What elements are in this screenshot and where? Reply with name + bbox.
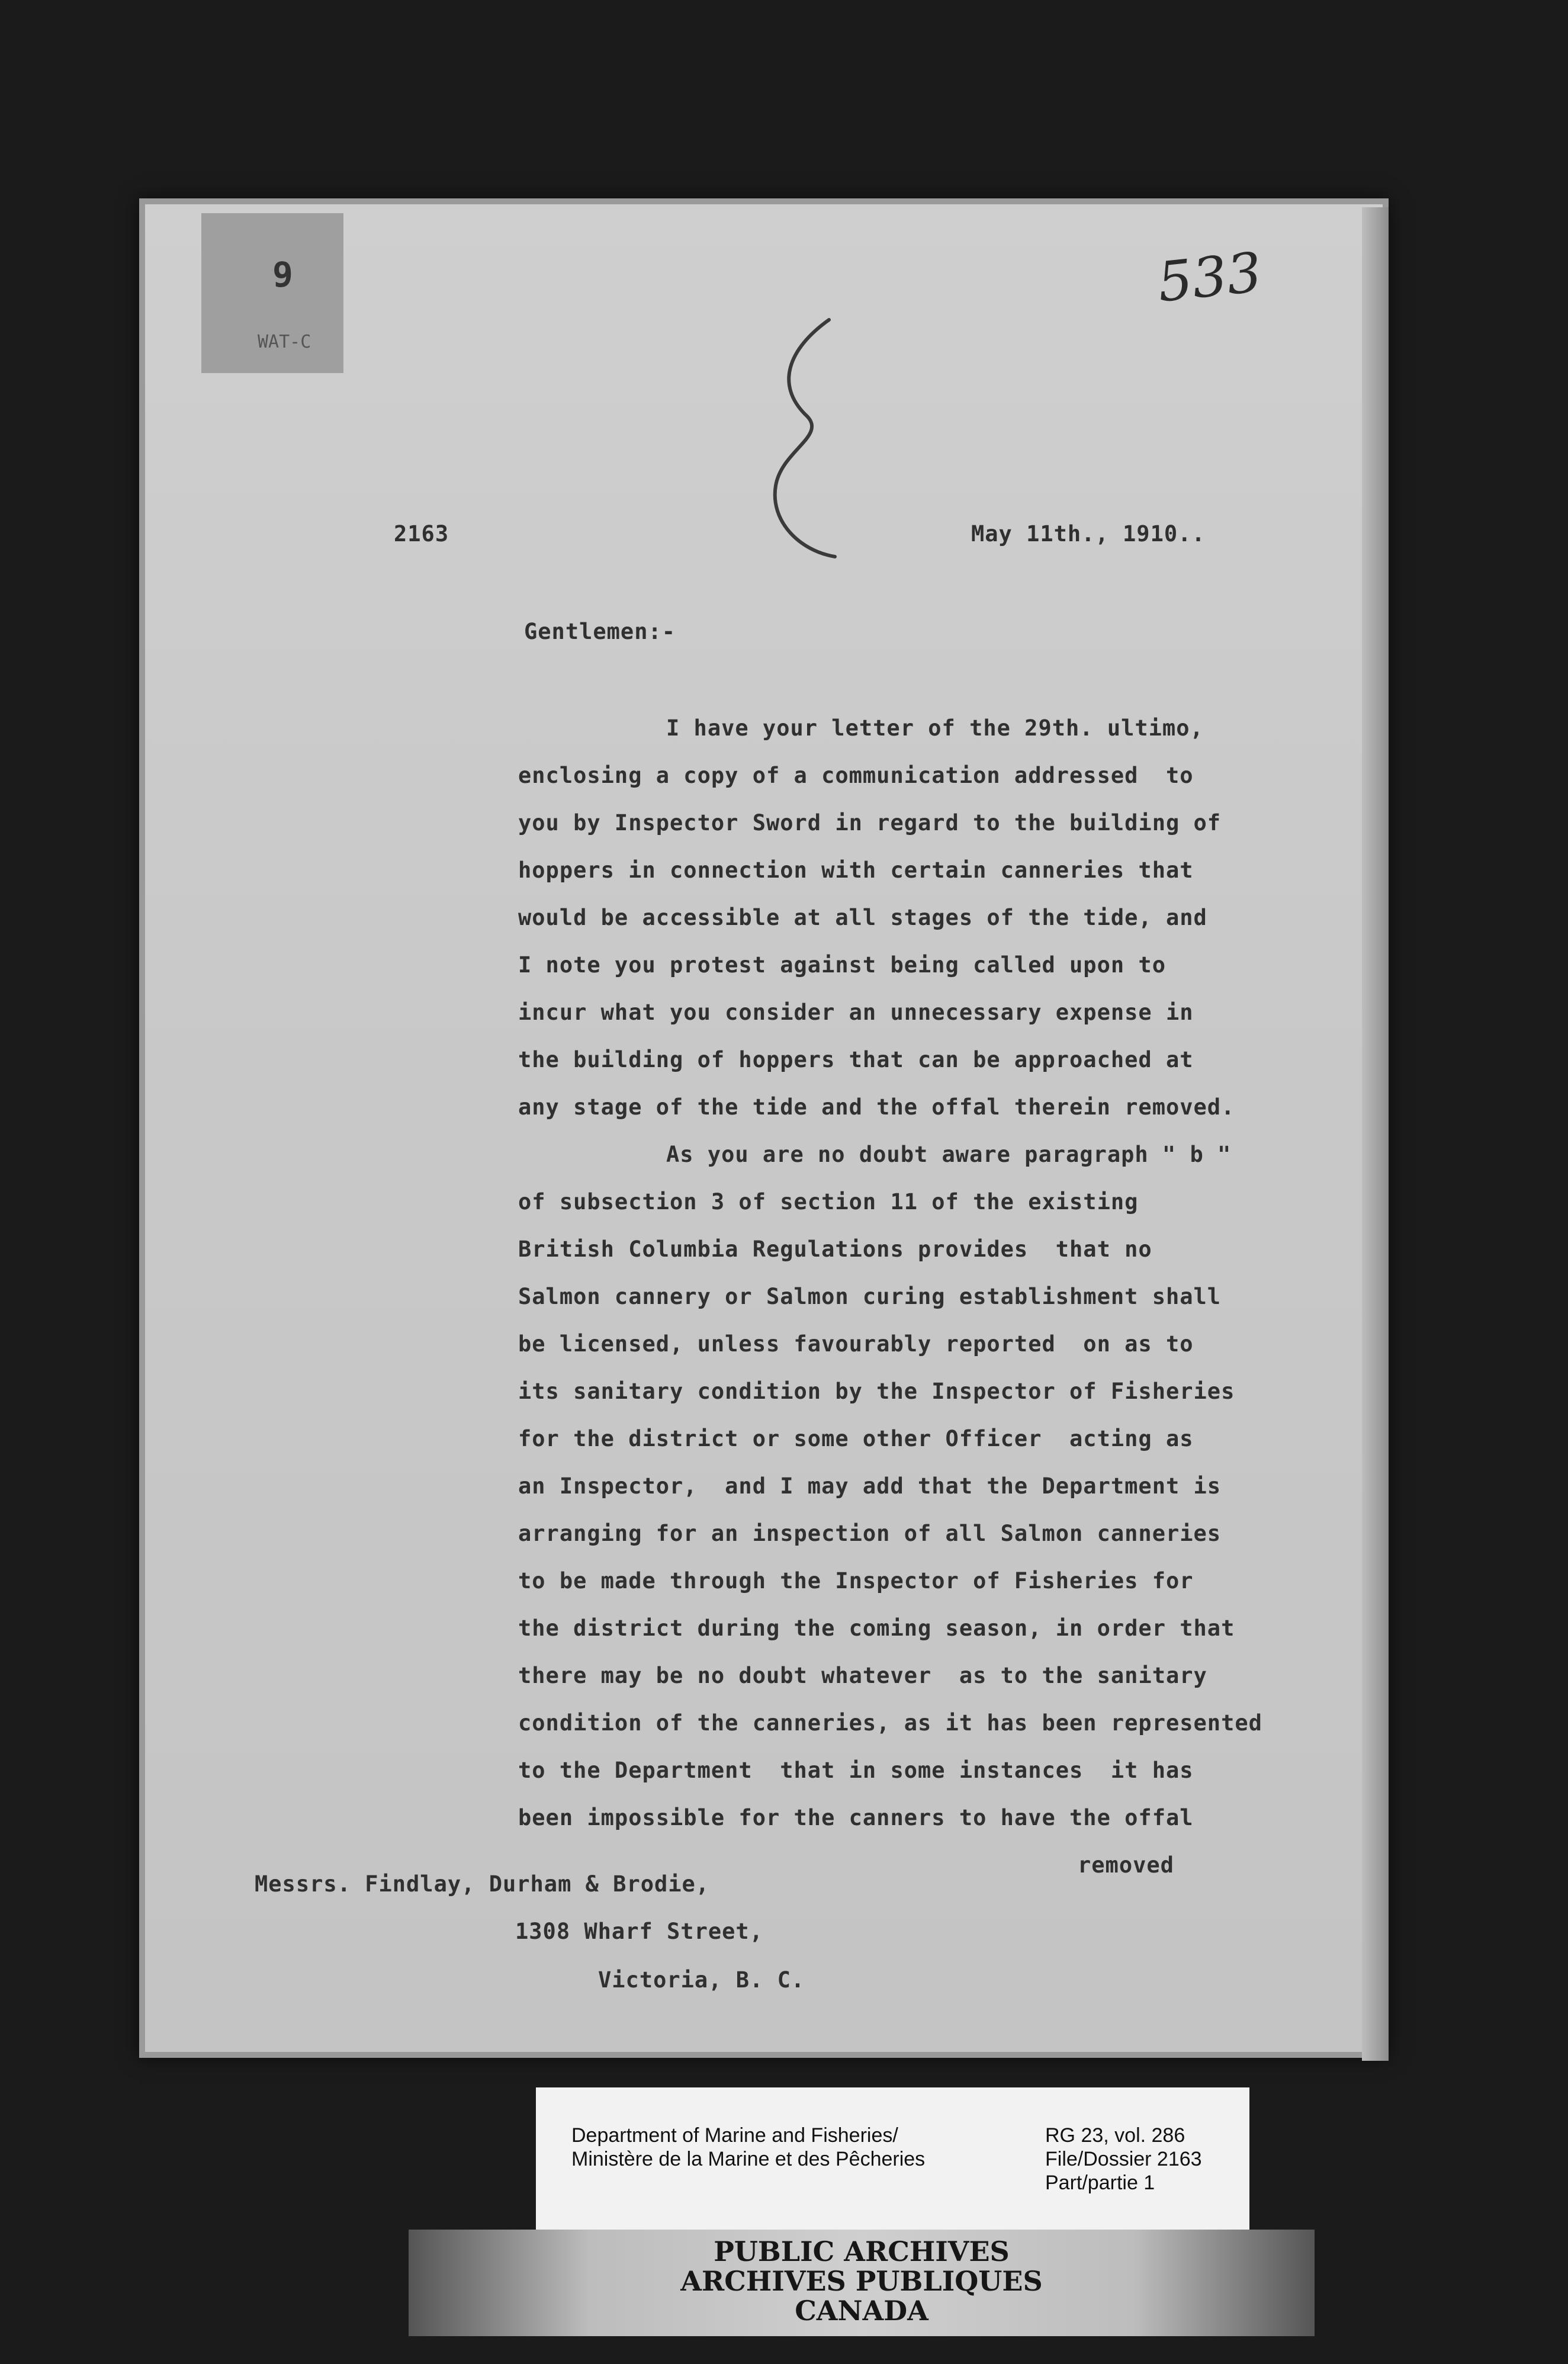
body-line: the district during the coming season, in order that [518, 1615, 1235, 1641]
folio-number: 533 [1154, 240, 1265, 314]
body-line: been impossible for the canners to have the offal [518, 1805, 1194, 1830]
page-edge [1362, 207, 1389, 2061]
banner-line-1: PUBLIC ARCHIVES [714, 2235, 1010, 2267]
addressee-name: Messrs. Findlay, Durham & Brodie, [255, 1871, 710, 1897]
record-group-reference: RG 23, vol. 286 [1045, 2124, 1185, 2147]
body-line: I have your letter of the 29th. ultimo, [666, 715, 1204, 741]
public-archives-banner [409, 2230, 1315, 2336]
body-line: As you are no doubt aware paragraph " b " [666, 1142, 1232, 1167]
body-line: its sanitary condition by the Inspector of Fisheries [518, 1379, 1235, 1404]
salutation: Gentlemen:- [524, 619, 676, 644]
body-line: there may be no doubt whatever as to the sanitary [518, 1663, 1207, 1688]
archive-reference-label [536, 2087, 1249, 2235]
handwritten-mark-icon [764, 314, 865, 568]
department-french: Ministère de la Marine et des Pêcheries [571, 2148, 926, 2170]
file-number: 2163 [394, 521, 449, 547]
body-line: Salmon cannery or Salmon curing establishment shall [518, 1284, 1222, 1309]
file-reference: File/Dossier 2163 [1045, 2148, 1202, 2170]
body-line: incur what you consider an unnecessary expense in [518, 1000, 1194, 1025]
body-line: of subsection 3 of section 11 of the existing [518, 1189, 1139, 1215]
body-line: you by Inspector Sword in regard to the building of [518, 810, 1222, 836]
body-line: would be accessible at all stages of the tide, and [518, 905, 1207, 930]
stamp-code: WAT-C [258, 332, 311, 352]
banner-line-2: ARCHIVES PUBLIQUES [680, 2265, 1043, 2297]
body-line: I note you protest against being called upon to [518, 952, 1166, 978]
addressee-city: Victoria, B. C. [598, 1967, 805, 1993]
body-line: an Inspector, and I may add that the Department is [518, 1473, 1222, 1499]
addressee-street: 1308 Wharf Street, [515, 1919, 763, 1944]
banner-line-3: CANADA [795, 2295, 928, 2327]
body-line: for the district or some other Officer acting as [518, 1426, 1194, 1451]
body-line: arranging for an inspection of all Salmon canneries [518, 1521, 1222, 1546]
stamp-number: 9 [272, 255, 293, 295]
continuation-word: removed [1078, 1852, 1174, 1878]
letter-date: May 11th., 1910.. [971, 521, 1206, 547]
body-line: be licensed, unless favourably reported on as to [518, 1331, 1194, 1357]
body-line: to the Department that in some instances it has [518, 1758, 1194, 1783]
body-line: any stage of the tide and the offal therein removed. [518, 1094, 1235, 1120]
body-line: hoppers in connection with certain canneries that [518, 857, 1194, 883]
body-line: the building of hoppers that can be approached at [518, 1047, 1194, 1072]
body-line: British Columbia Regulations provides that no [518, 1236, 1152, 1262]
body-line: enclosing a copy of a communication addressed to [518, 763, 1194, 788]
part-reference: Part/partie 1 [1045, 2172, 1155, 2194]
body-line: to be made through the Inspector of Fisheries for [518, 1568, 1194, 1594]
body-line: condition of the canneries, as it has been represented [518, 1710, 1262, 1736]
department-english: Department of Marine and Fisheries/ [571, 2124, 898, 2147]
